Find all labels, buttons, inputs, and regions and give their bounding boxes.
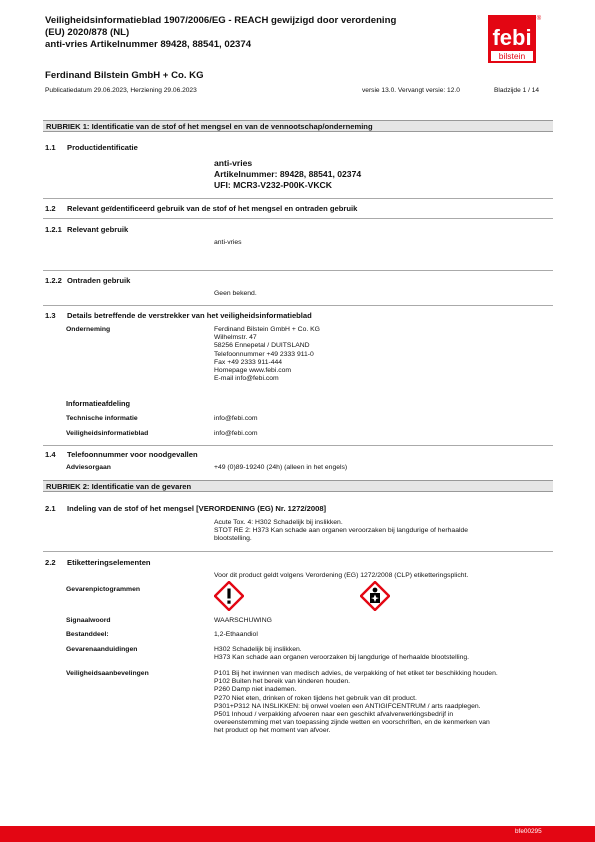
- svg-text:®: ®: [536, 16, 542, 22]
- document-code: bfe00295: [515, 828, 542, 835]
- febi-bilstein-logo: [488, 13, 542, 65]
- subsection-1-4: 1.4 Telefoonnummer voor noodgevallen: [45, 450, 198, 459]
- pictogram-label: Gevarenpictogrammen: [66, 586, 141, 593]
- product-identification: anti-vries Artikelnummer: 89428, 88541, 02374 UFI: MCR3-V232-P00K-VKCK: [214, 158, 362, 190]
- page-number: Bladzijde 1 / 14: [494, 87, 540, 94]
- subsection-1-1: 1.1 Productidentificatie: [45, 143, 138, 152]
- technical-info-email[interactable]: info@febi.com: [214, 415, 258, 422]
- company-name: Ferdinand Bilstein GmbH + Co. KG: [45, 70, 204, 81]
- relevant-use-value: anti-vries: [214, 239, 242, 246]
- svg-text:bilstein: bilstein: [498, 51, 526, 61]
- precautionary-statements-label: Veiligheidsaanbevelingen: [66, 670, 149, 677]
- sds-info-email[interactable]: info@febi.com: [214, 430, 258, 437]
- divider: [43, 270, 553, 271]
- subsection-1-2-2: 1.2.2 Ontraden gebruik: [45, 276, 131, 285]
- section-2-heading: RUBRIEK 2: Identificatie van de gevaren: [43, 480, 553, 492]
- svg-text:febi: febi: [492, 25, 532, 50]
- company-label: Onderneming: [66, 326, 111, 333]
- subsection-2-2: 2.2 Etiketteringselementen: [45, 558, 151, 567]
- info-department-heading: Informatieafdeling: [66, 399, 131, 408]
- technical-info-label: Technische informatie: [66, 415, 138, 422]
- labelling-intro: Voor dit product geldt volgens Verordening (EG) 1272/2008 (CLP) etiketteringsplicht.: [214, 572, 469, 579]
- section-1-heading: RUBRIEK 1: Identificatie van de stof of het mengsel en van de vennootschap/onderneming: [43, 120, 553, 132]
- hazard-statements: H302 Schadelijk bij inslikken. H373 Kan schade aan organen veroorzaken bij langdurige of herhaalde blootstelling.: [214, 646, 470, 662]
- subsection-1-2-1: 1.2.1 Relevant gebruik: [45, 225, 129, 234]
- divider: [43, 218, 553, 219]
- discouraged-use-value: Geen bekend.: [214, 290, 257, 297]
- emergency-phone: +49 (0)89-19240 (24h) (alleen in het engels): [214, 464, 348, 471]
- divider: [43, 305, 553, 306]
- subsection-2-1: 2.1 Indeling van de stof of het mengsel [VERORDENING (EG) Nr. 1272/2008]: [45, 504, 327, 513]
- footer-bar: [0, 826, 595, 842]
- subsection-1-3: 1.3 Details betreffende de verstrekker van het veiligheidsinformatieblad: [45, 311, 312, 320]
- precautionary-statements: P101 Bij het inwinnen van medisch advies, de verpakking of het etiket ter beschikking houden. P102 Buiten het bereik van kinderen houden. P260 Damp niet inademen. P270 Niet eten, drinken of roken tijdens het gebruik van dit product. P301+P312 NA INSLIKKEN: bij onwel voelen een ANTIGIFCENTRUM / arts raadplegen. P501 Inhoud / verpakking afvoeren naar een geschikt afvalverwerkingsbedrijf in overeenstemming met van toepassing zijnde wetten en voorschriften, en de kenmerken van het product op het moment van afvoer.: [214, 670, 498, 735]
- component-label: Bestanddeel:: [66, 631, 109, 638]
- classification-text: Acute Tox. 4: H302 Schadelijk bij inslikken. STOT RE 2: H373 Kan schade aan organen veroorzaken bij langdurige of herhaalde blootstelling.: [214, 519, 469, 543]
- signal-word-value: WAARSCHUWING: [214, 617, 272, 624]
- exclamation-pictogram-icon: [214, 581, 244, 616]
- divider: [43, 551, 553, 552]
- signal-word-label: Signaalwoord: [66, 617, 111, 624]
- subsection-1-2: 1.2 Relevant geïdentificeerd gebruik van de stof of het mengsel en ontraden gebruik: [45, 204, 358, 213]
- divider: [43, 198, 553, 199]
- sds-info-label: Veiligheidsinformatieblad: [66, 430, 149, 437]
- hazard-statements-label: Gevarenaanduidingen: [66, 646, 138, 653]
- health-hazard-pictogram-icon: [360, 581, 390, 616]
- company-address: Ferdinand Bilstein GmbH + Co. KG Wilhelmstr. 47 58256 Ennepetal / DUITSLAND Telefoonnummer +49 2333 911-0 Fax +49 2333 911-444 Homepage www.febi.com E-mail info@febi.com: [214, 326, 320, 383]
- document-title: Veiligheidsinformatieblad 1907/2006/EG - REACH gewijzigd door verordening (EU) 2020/878 (NL) anti-vries Artikelnummer 89428, 88541, 02374: [45, 15, 397, 50]
- divider: [43, 445, 553, 446]
- advisory-body-label: Adviesorgaan: [66, 464, 111, 471]
- component-value: 1,2-Ethaandiol: [214, 631, 258, 638]
- version-info: versie 13.0. Vervangt versie: 12.0: [362, 87, 460, 94]
- publication-date: Publicatiedatum 29.06.2023, Herziening 29.06.2023: [45, 87, 197, 94]
